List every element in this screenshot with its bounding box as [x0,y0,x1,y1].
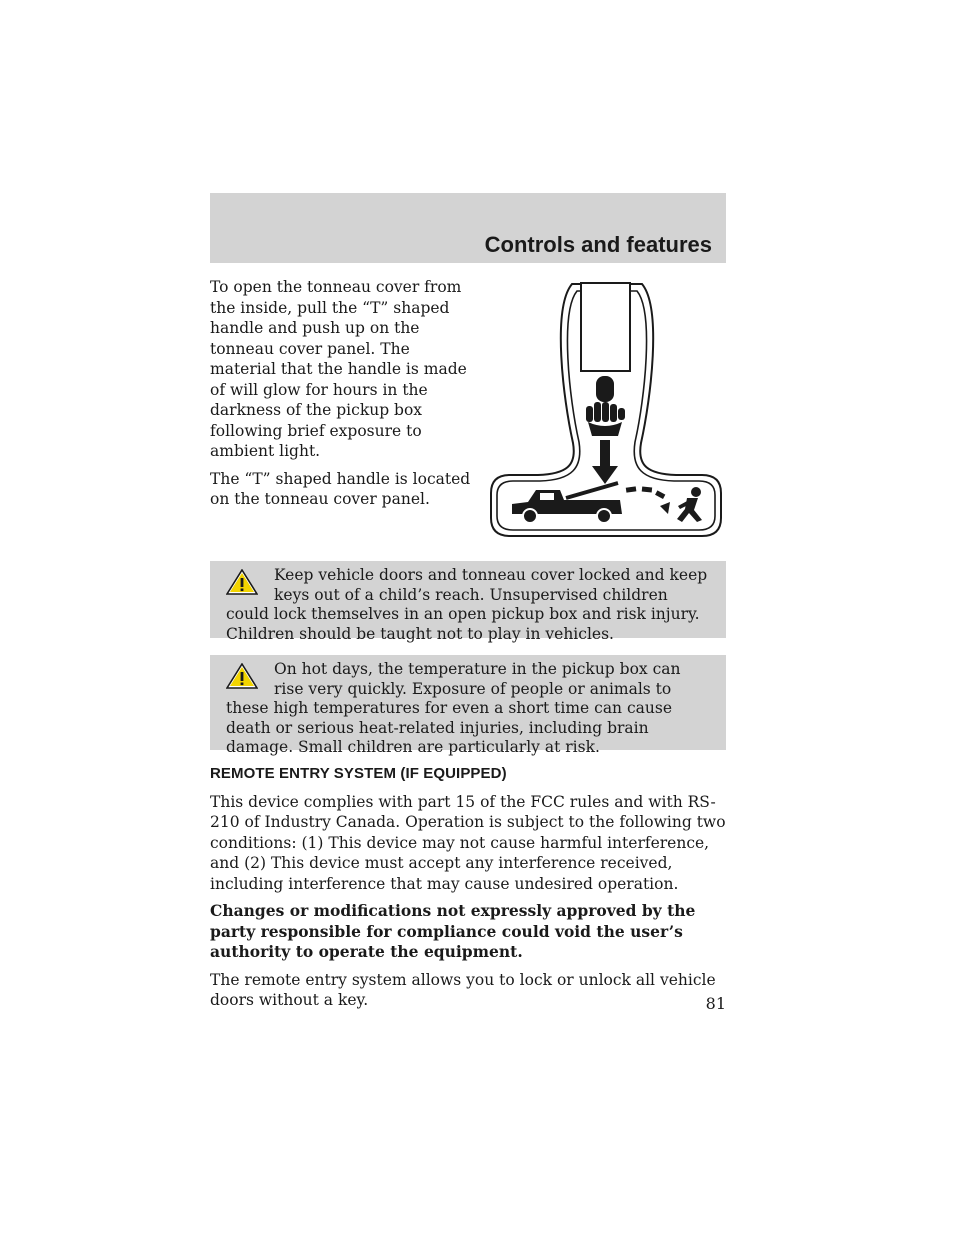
intro-paragraph-2: The “T” shaped handle is located on the tonneau cover panel. [210,469,471,508]
intro-text [210,277,478,517]
warning-box-heat [210,655,726,756]
remote-entry-description: The remote entry system allows you to lock or unlock all vehicle doors without a key. [210,970,716,1009]
tonneau-t-handle-illustration [488,278,724,542]
modification-notice: Changes or modifications not expressly approved by the party responsible for compliance could void the user’s authority to operate the equipment. [210,901,696,961]
warning-text: Keep vehicle doors and tonneau cover locked and keep keys out of a child’s reach. Unsupervised children could lock themselves in an open pickup box and risk injury. Children should be taught not to play in vehicles. [226,566,708,643]
remote-entry-section [210,764,726,1018]
warning-triangle-icon [226,569,258,595]
intro-paragraph-1: To open the tonneau cover from the inside, pull the “T” shaped handle and push up on the tonneau cover panel. The material that the handle is made of will glow for hours in the darkness of the pickup box following brief exposure to ambient light. [210,278,467,460]
fcc-compliance-text: This device complies with part 15 of the FCC rules and with RS-210 of Industry Canada. Operation is subject to the following two conditions: (1) This device may not cause harmful interference, and (2) This device must accept any interference received, including interference that may cause undesired operation. [210,792,726,893]
section-title: Controls and features [484,232,712,257]
section-header-band [210,193,726,263]
page-number: 81 [705,994,726,1013]
warning-triangle-icon [226,663,258,689]
section-heading: REMOTE ENTRY SYSTEM (IF EQUIPPED) [210,765,507,782]
warning-text: On hot days, the temperature in the pickup box can rise very quickly. Exposure of people or animals to these high temperatures for even a short time can cause death or serious heat-related injuries, including brain damage. Small children are particularly at risk. [226,660,681,756]
warning-box-children [210,561,726,643]
